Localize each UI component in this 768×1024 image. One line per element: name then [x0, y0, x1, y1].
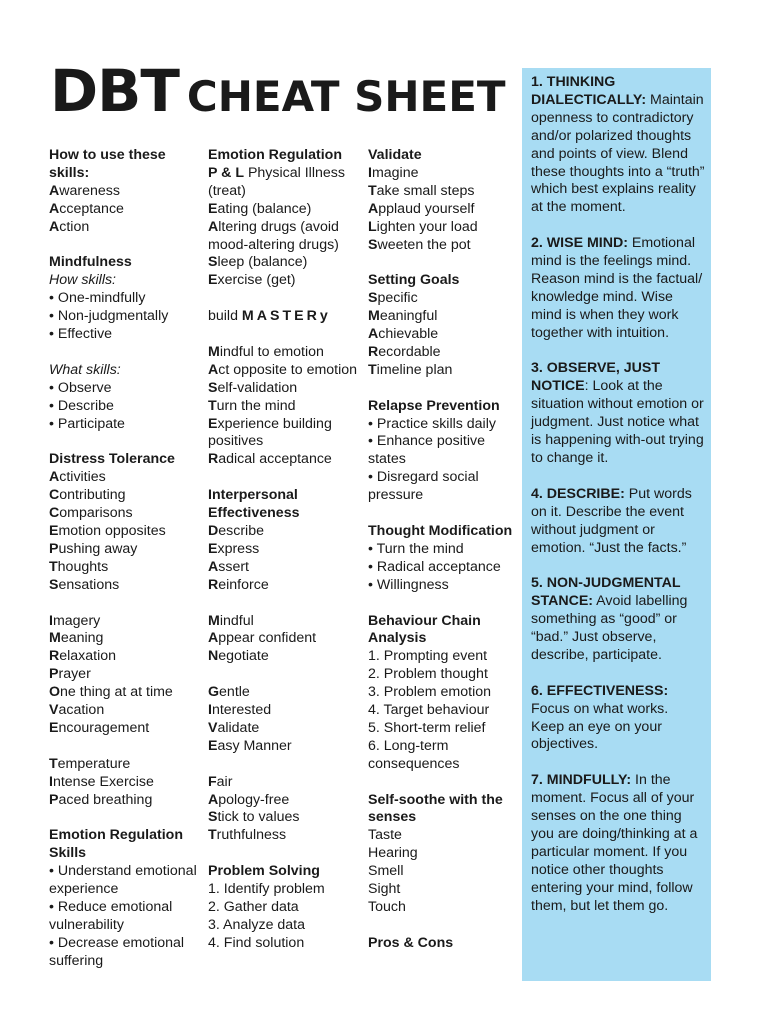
- mastery-line: build MASTERy: [208, 308, 331, 325]
- column-1: [49, 147, 201, 971]
- list-item: • Enhance positive states: [368, 433, 485, 468]
- bullet-list: [49, 863, 201, 970]
- list-item: Intense Exercise: [49, 773, 154, 790]
- acronym-list: [208, 613, 364, 667]
- list-item: Sweeten the pot: [368, 236, 471, 253]
- section-heading: Validate: [368, 147, 422, 163]
- list-item: • Participate: [49, 415, 125, 432]
- list-item: • Observe: [49, 379, 112, 396]
- list-item: Touch: [368, 898, 406, 915]
- title-dbt: DBT: [50, 57, 179, 125]
- list-item: Applaud yourself: [368, 200, 475, 217]
- list-item: 1. Identify problem: [208, 881, 325, 898]
- list-item: Interested: [208, 702, 272, 719]
- sidebar-block-7: 7. MINDFULLY: In the moment. Focus all of your senses on the one thing you are doing/thinking at a particular moment. If you notice other thoughts entering your mind, follow them, but let them go.: [531, 772, 698, 914]
- list-item: Prayer: [49, 666, 91, 683]
- list-item: 2. Gather data: [208, 898, 299, 915]
- list-item: Turn the mind: [208, 397, 296, 414]
- list-item: Imagine: [368, 164, 419, 181]
- acronym-list: [368, 165, 516, 255]
- list-item: • Radical acceptance: [368, 558, 501, 575]
- list-item: 6. Long-term consequences: [368, 737, 460, 772]
- bullet-list: [49, 290, 201, 344]
- section-heading: Emotion Regulation: [208, 147, 342, 163]
- list-item: Describe: [208, 522, 264, 539]
- list-item: Apology-free: [208, 791, 290, 808]
- page-title: [50, 57, 506, 125]
- bullet-list: [49, 380, 201, 434]
- bullet-list: [368, 541, 516, 595]
- column-3: [368, 147, 516, 953]
- acronym-list: [49, 613, 201, 738]
- section-heading: Pros & Cons: [368, 934, 454, 951]
- section-heading: Behaviour Chain Analysis: [368, 612, 481, 647]
- sidebar-block-1: 1. THINKING DIALECTICALLY: Maintain openness to contradictory and/or polarized thoughts and points of view. Blend these thoughts into a “truth” which best explains reality at the moment.: [531, 74, 705, 216]
- list-item: Paced breathing: [49, 791, 153, 808]
- list-item: 3. Problem emotion: [368, 684, 492, 701]
- section-heading: Emotion Regulation Skills: [49, 827, 183, 862]
- list-item: 4. Find solution: [208, 934, 305, 951]
- list-item: Specific: [368, 290, 418, 307]
- list-item: • One-mindfully: [49, 290, 146, 307]
- list-item: 4. Target behaviour: [368, 702, 490, 719]
- list-item: Sight: [368, 881, 401, 898]
- sidebar-block-3: 3. OBSERVE, JUST NOTICE: Look at the situation without emotion or judgment. Just notice what is happening with-out trying to change it.: [531, 360, 704, 466]
- list-item: P & L Physical Illness (treat): [208, 164, 345, 199]
- list-item: Appear confident: [208, 630, 317, 647]
- list-item: • Practice skills daily: [368, 415, 496, 432]
- list-item: Mindful to emotion: [208, 343, 324, 360]
- acronym-list: [208, 201, 364, 291]
- section-heading: Problem Solving: [208, 863, 320, 880]
- list-item: Hearing: [368, 845, 418, 862]
- list-item: Recordable: [368, 343, 441, 360]
- acronym-list: [208, 774, 364, 846]
- list-item: Altering drugs (avoid mood-altering drugs): [208, 218, 339, 253]
- acronym-list: [208, 344, 364, 469]
- list-item: One thing at at time: [49, 684, 173, 701]
- list-item: Thoughts: [49, 558, 109, 575]
- section-heading: Thought Modification: [368, 522, 513, 539]
- subheading: How skills:: [49, 272, 117, 289]
- section-heading: Distress Tolerance: [49, 451, 175, 468]
- list-item: Act opposite to emotion: [208, 361, 358, 378]
- list-item: Self-validation: [208, 379, 298, 396]
- list-item: Acceptance: [49, 200, 124, 217]
- list-item: Mindful: [208, 612, 254, 629]
- list-item: Eating (balance): [208, 200, 312, 217]
- acronym-list: [368, 290, 516, 380]
- numbered-list: [208, 881, 364, 953]
- list-item: Encouragement: [49, 719, 150, 736]
- list-item: Emotion opposites: [49, 522, 166, 539]
- list-item: Activities: [49, 469, 106, 486]
- list-item: Lighten your load: [368, 218, 478, 235]
- list-item: Experience building positives: [208, 415, 332, 450]
- numbered-list: [368, 648, 516, 773]
- list-item: • Describe: [49, 397, 114, 414]
- list-item: Relaxation: [49, 648, 117, 665]
- bullet-list: [368, 416, 516, 506]
- list-item: Timeline plan: [368, 361, 453, 378]
- title-rest: CHEAT SHEET: [186, 72, 506, 121]
- section-heading: Interpersonal Effectiveness: [208, 487, 300, 522]
- acronym-list: [208, 523, 364, 595]
- sidebar-block-2: 2. WISE MIND: Emotional mind is the feelings mind. Reason mind is the factual/ knowledge mind. Wise mind is when they work together with intuition.: [531, 235, 703, 341]
- section-heading: Setting Goals: [368, 272, 460, 289]
- plain-list: [368, 827, 516, 917]
- list-item: • Disregard social pressure: [368, 469, 479, 504]
- list-item: 3. Analyze data: [208, 916, 306, 933]
- list-item: Meaningful: [368, 308, 438, 325]
- section-heading: Self-soothe with the senses: [368, 791, 503, 826]
- list-item: Easy Manner: [208, 737, 292, 754]
- acronym-list: [49, 183, 201, 237]
- list-item: Contributing: [49, 487, 126, 504]
- list-item: Sensations: [49, 576, 120, 593]
- list-item: Awareness: [49, 182, 120, 199]
- sidebar-block-6: 6. EFFECTIVENESS: Focus on what works. Keep an eye on your objectives.: [531, 682, 669, 753]
- list-item: Taste: [368, 827, 402, 844]
- list-item: Stick to values: [208, 809, 300, 826]
- list-item: Pushing away: [49, 540, 138, 557]
- list-item: Truthfulness: [208, 827, 287, 844]
- list-item: • Willingness: [368, 576, 449, 593]
- list-item: Smell: [368, 863, 404, 880]
- sidebar-block-4: 4. DESCRIBE: Put words on it. Describe the event without judgment or emotion. “Just the facts.”: [531, 485, 692, 556]
- list-item: 2. Problem thought: [368, 666, 488, 683]
- section-heading: Relapse Prevention: [368, 397, 500, 414]
- list-item: Imagery: [49, 612, 101, 629]
- list-item: Exercise (get): [208, 272, 296, 289]
- list-item: Negotiate: [208, 648, 269, 665]
- list-item: Validate: [208, 719, 260, 736]
- subheading: What skills:: [49, 361, 121, 378]
- list-item: Fair: [208, 773, 233, 790]
- acronym-list: [49, 756, 201, 810]
- list-item: • Decrease emotional suffering: [49, 934, 185, 969]
- list-item: Express: [208, 540, 260, 557]
- list-item: • Non-judgmentally: [49, 308, 169, 325]
- list-item: Radical acceptance: [208, 451, 332, 468]
- list-item: Assert: [208, 558, 249, 575]
- list-item: • Understand emotional experience: [49, 863, 197, 898]
- acronym-list: [49, 469, 201, 594]
- section-heading: How to use these skills:: [49, 147, 166, 181]
- section-heading: Mindfulness: [49, 254, 132, 271]
- acronym-list: [208, 684, 364, 756]
- list-item: Gentle: [208, 684, 250, 701]
- list-item: 5. Short-term relief: [368, 719, 486, 736]
- list-item: Sleep (balance): [208, 254, 308, 271]
- sidebar-panel: [522, 68, 711, 981]
- list-item: • Turn the mind: [368, 540, 464, 557]
- list-item: Comparisons: [49, 505, 133, 522]
- list-item: Achievable: [368, 326, 439, 343]
- list-item: • Effective: [49, 326, 113, 343]
- list-item: Meaning: [49, 630, 104, 647]
- list-item: Action: [49, 218, 90, 235]
- list-item: • Reduce emotional vulnerability: [49, 898, 173, 933]
- list-item: Take small steps: [368, 182, 475, 199]
- list-item: 1. Prompting event: [368, 648, 488, 665]
- sidebar-block-5: 5. NON-JUDGMENTAL STANCE: Avoid labelling something as “good” or “bad.” Just observe, describe, participate.: [531, 575, 688, 663]
- list-item: Vacation: [49, 702, 105, 719]
- list-item: Reinforce: [208, 576, 269, 593]
- list-item: Temperature: [49, 755, 131, 772]
- column-2: [208, 147, 364, 953]
